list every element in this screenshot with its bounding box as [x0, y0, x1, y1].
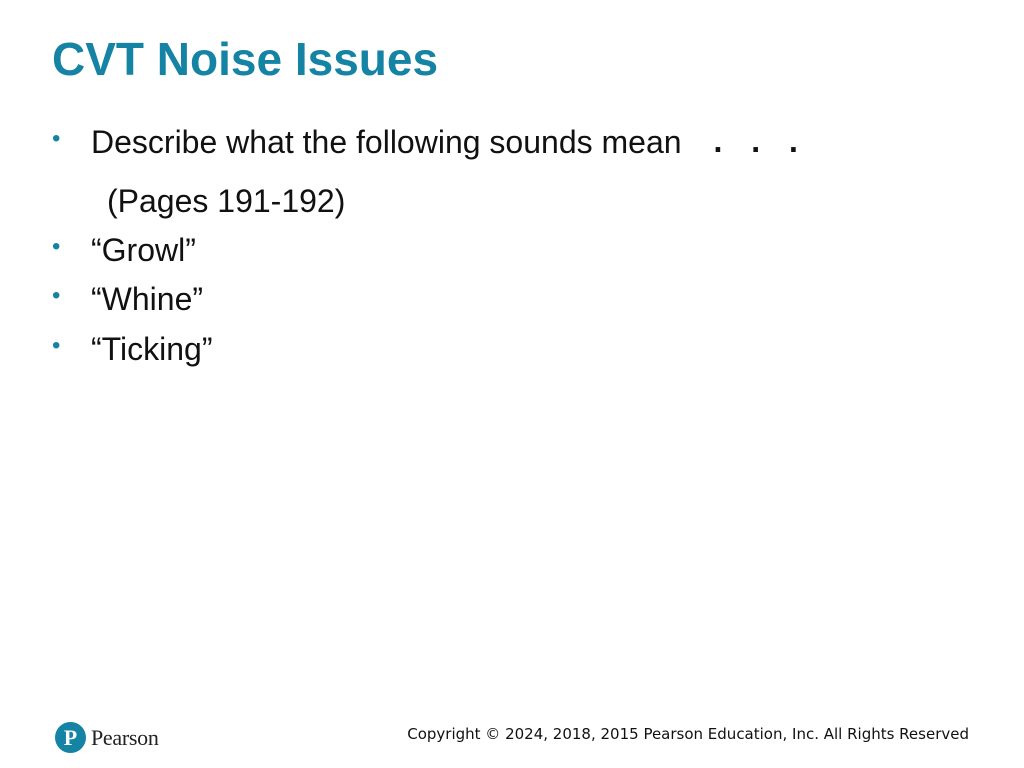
bullet-icon: • [52, 282, 61, 309]
pearson-wordmark: Pearson [91, 724, 159, 750]
bullet-text: “Ticking” [91, 331, 213, 367]
bullet-text: “Growl” [91, 232, 196, 268]
bullet-item-3 [52, 279, 203, 319]
bullet-icon: • [52, 332, 61, 359]
pages-reference: (Pages 191-192) [107, 183, 346, 219]
bullet-icon: • [52, 125, 61, 152]
bullet-item-1 [52, 122, 804, 162]
copyright-notice: Copyright © 2024, 2018, 2015 Pearson Education, Inc. All Rights Reserved [407, 725, 969, 743]
pearson-logo [55, 722, 159, 753]
ellipsis: . . . [709, 125, 804, 159]
slide-title: CVT Noise Issues [52, 33, 439, 85]
pearson-logo-icon: P [55, 722, 86, 753]
bullet-item-2 [52, 230, 196, 270]
bullet-text: Describe what the following sounds mean [91, 124, 682, 160]
bullet-item-4 [52, 329, 212, 369]
bullet-icon: • [52, 233, 61, 260]
bullet-text: “Whine” [91, 281, 204, 317]
